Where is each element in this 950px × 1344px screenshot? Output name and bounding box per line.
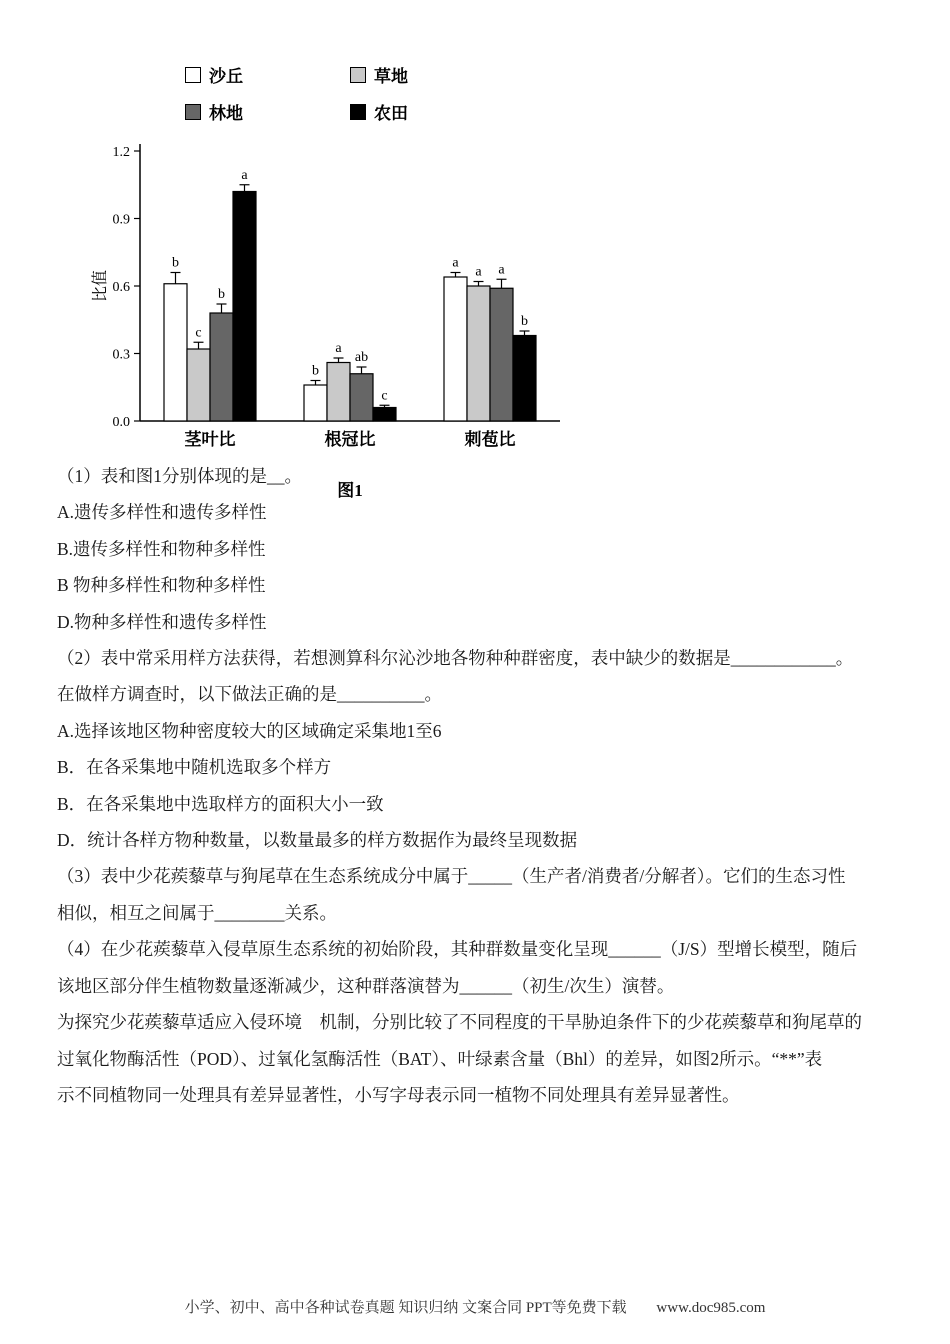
figure-1-chart bbox=[90, 126, 580, 471]
text-line: 过氧化物酶活性（POD）、过氧化氢酶活性（BAT）、叶绿素含量（Bhl）的差异，如图2所示。“**”表 bbox=[57, 1048, 823, 1069]
text-line: B．在各采集地中选取样方的面积大小一致 bbox=[57, 793, 384, 814]
significance-letter: c bbox=[195, 325, 202, 341]
text-line: B．在各采集地中随机选取多个样方 bbox=[57, 757, 332, 778]
bar-林地-根冠比 bbox=[350, 374, 373, 421]
footer-text: 小学、初中、高中各种试卷真题 知识归纳 文案合同 PPT等免费下载 bbox=[184, 1300, 627, 1316]
legend-item bbox=[350, 62, 515, 87]
y-tick-label: 0.6 bbox=[112, 280, 130, 295]
legend-swatch bbox=[185, 67, 201, 83]
text-line: （1）表和图1分别体现的是__。 bbox=[57, 466, 302, 486]
text-line: （4）在少花蒺藜草入侵草原生态系统的初始阶段，其种群数量变化呈现______（J/S）型增长模型，随后 bbox=[57, 939, 858, 960]
legend-swatch bbox=[185, 104, 201, 120]
legend-label: 草地 bbox=[374, 67, 408, 86]
text-line: 该地区部分伴生植物数量逐渐减少，这种群落演替为______（初生/次生）演替。 bbox=[57, 975, 675, 996]
bar-林地-刺苞比 bbox=[490, 288, 513, 421]
text-line: 相似，相互之间属于________关系。 bbox=[57, 902, 337, 923]
y-tick-label: 0.9 bbox=[112, 212, 130, 228]
x-category-label: 刺苞比 bbox=[464, 430, 516, 449]
legend-item bbox=[350, 99, 515, 124]
significance-letter: b bbox=[521, 314, 528, 329]
legend-swatch bbox=[350, 67, 366, 83]
y-tick-label: 0.0 bbox=[112, 415, 130, 430]
legend-label: 林地 bbox=[209, 104, 243, 123]
x-category-label: 根冠比 bbox=[324, 430, 376, 449]
text-line: B 物种多样性和物种多样性 bbox=[57, 575, 266, 596]
page-footer bbox=[0, 1296, 950, 1317]
significance-letter: ab bbox=[354, 350, 369, 365]
significance-letter: a bbox=[475, 264, 482, 280]
text-line: B.遗传多样性和物种多样性 bbox=[57, 538, 266, 559]
significance-letter: b bbox=[172, 255, 179, 271]
text-line: 在做样方调查时，以下做法正确的是__________。 bbox=[57, 684, 442, 705]
significance-letter: a bbox=[452, 255, 459, 271]
bar-农田-刺苞比 bbox=[513, 336, 536, 422]
question-text bbox=[57, 458, 897, 1113]
significance-letter: a bbox=[241, 167, 248, 183]
y-axis-label: 比值 bbox=[92, 269, 109, 303]
bar-林地-茎叶比 bbox=[210, 313, 233, 421]
legend-label: 农田 bbox=[374, 104, 408, 123]
bar-沙丘-刺苞比 bbox=[444, 277, 467, 421]
significance-letter: b bbox=[218, 287, 225, 302]
text-line: A.遗传多样性和遗传多样性 bbox=[57, 502, 267, 523]
text-line: （3）表中少花蒺藜草与狗尾草在生态系统成分中属于_____（生产者/消费者/分解者）。它们的生态习性 bbox=[57, 866, 846, 887]
bar-农田-茎叶比 bbox=[233, 192, 256, 422]
text-line: A.选择该地区物种密度较大的区域确定采集地1至6 bbox=[57, 720, 442, 741]
text-line: D.物种多样性和遗传多样性 bbox=[57, 611, 267, 632]
x-category-label: 茎叶比 bbox=[184, 430, 236, 449]
bar-农田-根冠比 bbox=[373, 408, 396, 422]
y-tick-label: 0.3 bbox=[112, 347, 130, 363]
figure-1 bbox=[90, 62, 590, 501]
footer-url[interactable]: www.doc985.com bbox=[656, 1300, 766, 1316]
bar-草地-茎叶比 bbox=[187, 349, 210, 421]
text-line: （2）表中常采用样方法获得，若想测算科尔沁沙地各物种种群密度，表中缺少的数据是____________。 bbox=[57, 648, 854, 669]
significance-letter: b bbox=[312, 363, 319, 379]
chart-legend bbox=[185, 62, 590, 124]
figure-caption: 图1 bbox=[337, 481, 363, 500]
bar-沙丘-根冠比 bbox=[304, 385, 327, 421]
text-line: 示不同植物同一处理具有差异显著性，小写字母表示同一植物不同处理具有差异显著性。 bbox=[57, 1084, 740, 1105]
text-line: 为探究少花蒺藜草适应入侵环境 机制，分别比较了不同程度的干旱胁迫条件下的少花蒺藜草和狗尾草的 bbox=[57, 1012, 862, 1033]
bar-草地-刺苞比 bbox=[467, 286, 490, 421]
bar-沙丘-茎叶比 bbox=[164, 284, 187, 421]
legend-label: 沙丘 bbox=[209, 67, 243, 86]
y-tick-label: 1.2 bbox=[112, 145, 130, 160]
legend-item bbox=[185, 99, 350, 124]
bar-草地-根冠比 bbox=[327, 363, 350, 422]
significance-letter: a bbox=[335, 341, 342, 356]
legend-swatch bbox=[350, 104, 366, 120]
legend-item bbox=[185, 62, 350, 87]
text-line: D．统计各样方物种数量，以数量最多的样方数据作为最终呈现数据 bbox=[57, 830, 578, 851]
significance-letter: c bbox=[381, 388, 388, 404]
significance-letter: a bbox=[498, 262, 505, 278]
